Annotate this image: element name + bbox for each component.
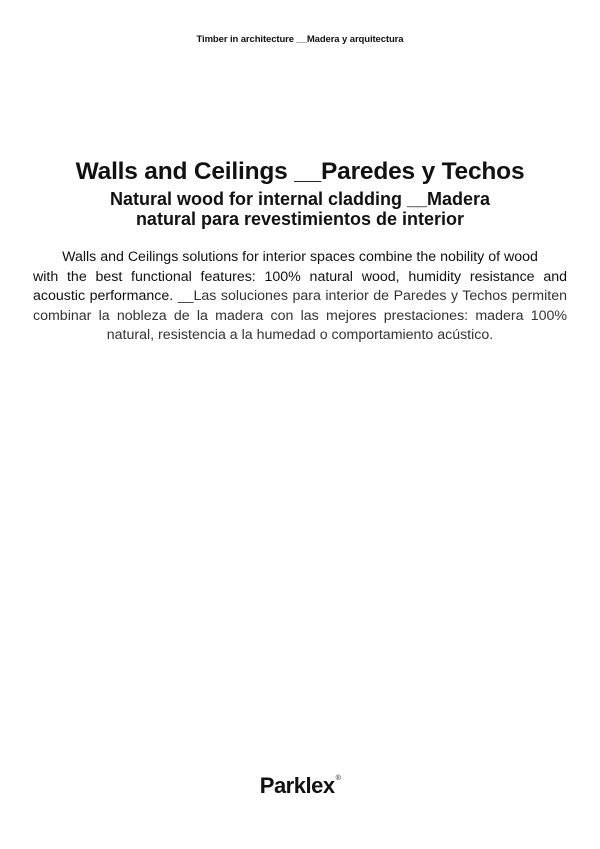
page-title: Walls and Ceilings __Paredes y Techos [75, 158, 525, 185]
intro-english-first-line: Walls and Ceilings solutions for interior spaces combine the nobility of wood [62, 249, 538, 265]
registered-mark: ® [335, 775, 341, 782]
logo-text: Parklex [259, 773, 335, 798]
running-header: Timber in architecture __Madera y arquitectura [196, 34, 404, 45]
intro-paragraph [33, 248, 567, 346]
parklex-logo [0, 773, 600, 799]
intro-english: with the best functional features: 100% natural wood, humidity resistance and acoustic performance. [33, 268, 567, 304]
page-subtitle: Natural wood for internal cladding __Madera natural para revestimientos de interior [109, 189, 491, 229]
intro-spanish: __Las soluciones para interior de Paredes y Techos permiten combinar la nobleza de la madera con las mejores prestaciones: madera 100% natural, resistencia a la humedad o comportamiento acústico. [33, 288, 567, 343]
